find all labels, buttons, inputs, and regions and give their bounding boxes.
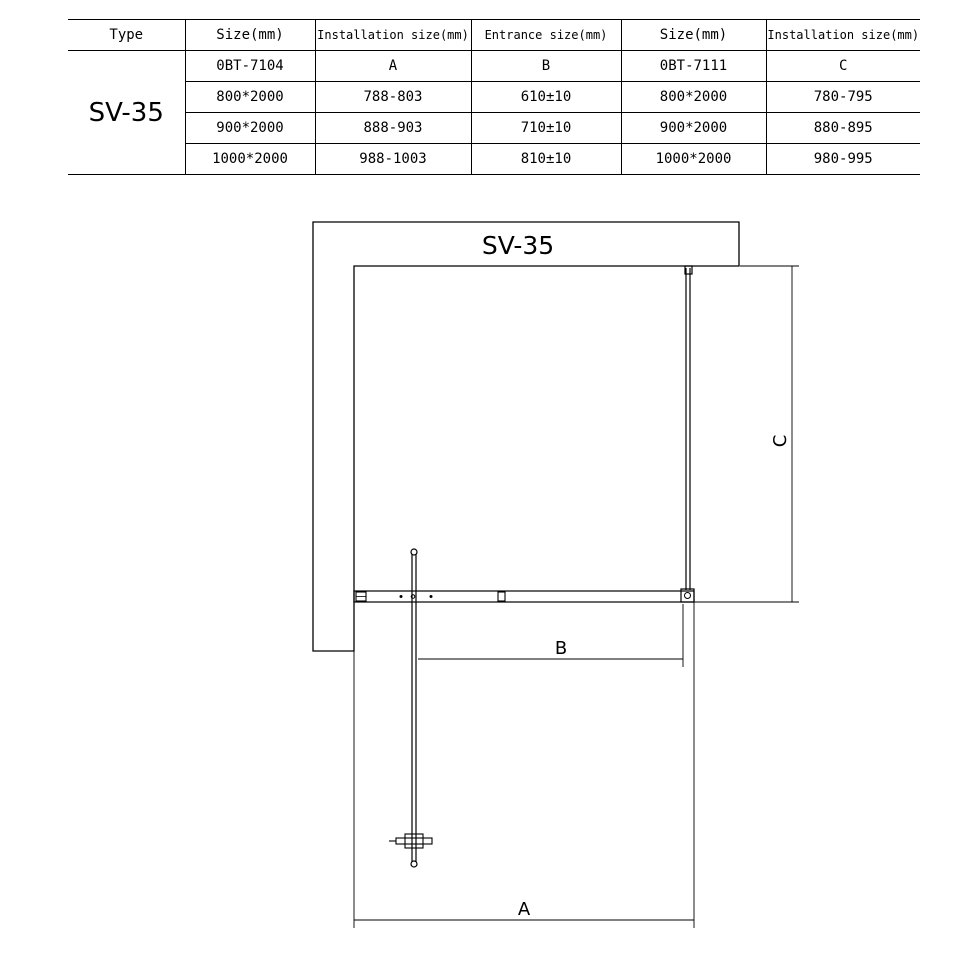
dimension-c	[694, 266, 799, 602]
wall-outline	[313, 222, 739, 651]
table-cell: 710±10	[471, 113, 621, 144]
table-cell: 880-895	[766, 113, 920, 144]
table-cell: 800*2000	[621, 82, 766, 113]
table-cell: C	[766, 51, 920, 82]
header-type: Type	[68, 20, 185, 51]
table-cell: 1000*2000	[621, 144, 766, 175]
header-installation-size-1: Installation size(mm)	[315, 20, 471, 51]
header-installation-size-2: Installation size(mm)	[766, 20, 920, 51]
table-cell: 0BT-7104	[185, 51, 315, 82]
header-size-2: Size(mm)	[621, 20, 766, 51]
drawing-title: SV-35	[481, 231, 555, 260]
table-cell: 610±10	[471, 82, 621, 113]
table-cell: 900*2000	[621, 113, 766, 144]
dimension-c-label: C	[770, 434, 791, 448]
dimension-a-label: A	[517, 899, 531, 920]
table-cell: 988-1003	[315, 144, 471, 175]
table-cell: 780-795	[766, 82, 920, 113]
table-cell: 800*2000	[185, 82, 315, 113]
door-panel	[411, 549, 417, 867]
type-value-cell: SV-35	[68, 51, 185, 175]
table-cell: 980-995	[766, 144, 920, 175]
table-cell: 810±10	[471, 144, 621, 175]
table-cell: 888-903	[315, 113, 471, 144]
dimension-a	[354, 602, 694, 928]
side-glass-panel	[685, 266, 692, 590]
table-cell: 788-803	[315, 82, 471, 113]
dimension-b-label: B	[554, 638, 568, 659]
front-rail	[354, 589, 694, 602]
dimension-b	[418, 604, 683, 667]
table-cell: 1000*2000	[185, 144, 315, 175]
table-cell: A	[315, 51, 471, 82]
table-cell: 900*2000	[185, 113, 315, 144]
table-cell: 0BT-7111	[621, 51, 766, 82]
door-handle	[389, 834, 432, 848]
header-entrance-size: Entrance size(mm)	[471, 20, 621, 51]
header-size-1: Size(mm)	[185, 20, 315, 51]
table-cell: B	[471, 51, 621, 82]
